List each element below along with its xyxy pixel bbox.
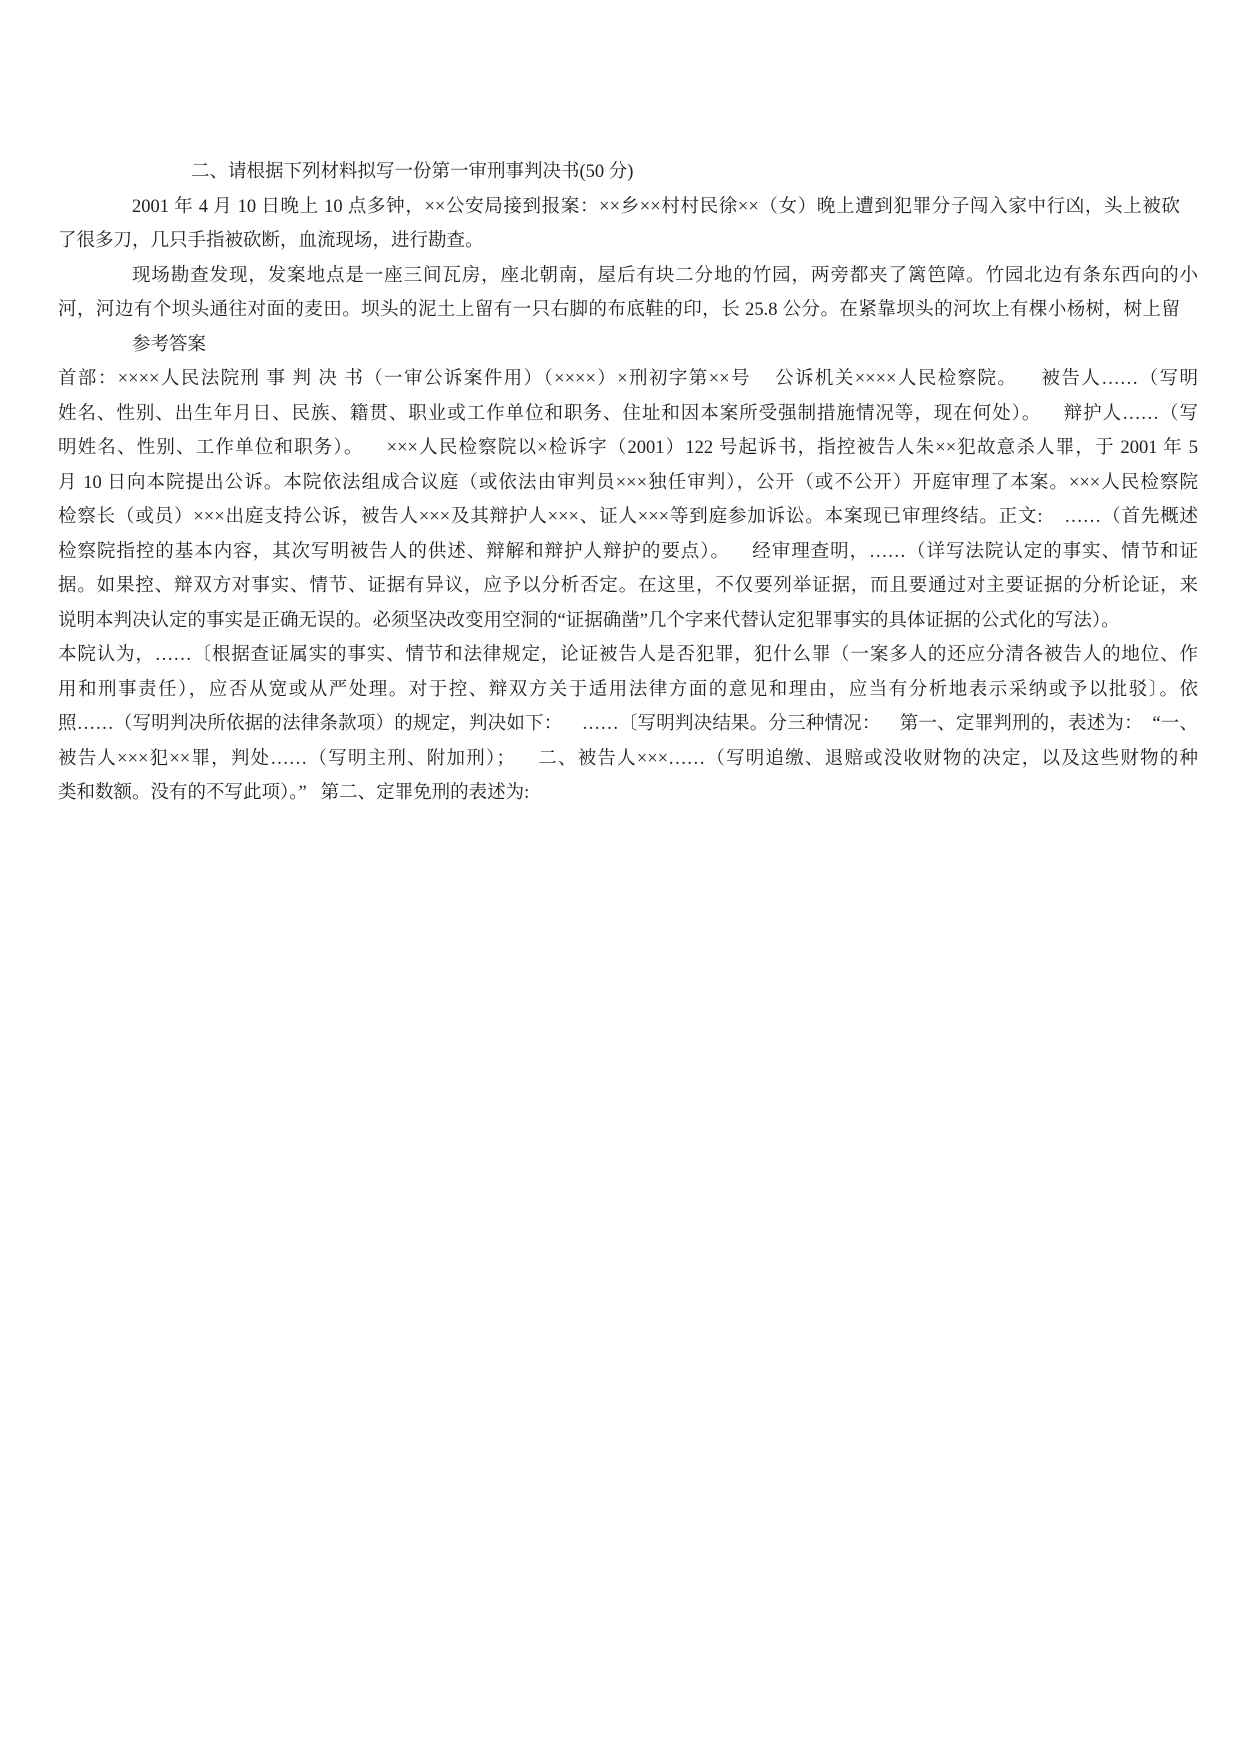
answer-heading: 参考答案 bbox=[132, 334, 207, 355]
answer-paragraph-1-line-2: 姓名、性别、出生年月日、民族、籍贯、职业或工作单位和职务、住址和因本案所受强制措施情况等，现在何处）。 辩护人……（写 bbox=[58, 403, 1198, 424]
answer-paragraph-1-line-8: 说明本判决认定的事实是正确无误的。必须坚决改变用空洞的“证据确凿”几个字来代替认定犯罪事实的具体证据的公式化的写法）。 bbox=[58, 610, 1120, 631]
material-paragraph-2-line-2: 河，河边有个坝头通往对面的麦田。坝头的泥土上留有一只右脚的布底鞋的印，长 25.8 公分。在紧靠坝头的河坎上有棵小杨树，树上留 bbox=[58, 300, 1180, 320]
answer-paragraph-2-line-3: 照……（写明判决所依据的法律条款项）的规定，判决如下： ……〔写明判决结果。分三种情况： 第一、定罪判刑的，表述为： “一、 bbox=[58, 714, 1198, 734]
answer-paragraph-2-line-4: 被告人×××犯××罪，判处……（写明主刑、附加刑）； 二、被告人×××……（写明追缴、退赔或没收财物的决定，以及这些财物的种 bbox=[58, 748, 1198, 769]
answer-paragraph-1-line-1: 首部：××××人民法院刑 事 判 决 书（一审公诉案件用）（××××）×刑初字第××号 公诉机关××××人民检察院。 被告人……（写明 bbox=[58, 369, 1198, 389]
answer-paragraph-1-line-4: 月 10 日向本院提出公诉。本院依法组成合议庭（或依法由审判员×××独任审判），公开（或不公开）开庭审理了本案。×××人民检察院 bbox=[58, 472, 1198, 493]
question-title: 二、请根据下列材料拟写一份第一审刑事判决书(50 分) bbox=[191, 162, 634, 182]
answer-paragraph-1-line-5: 检察长（或员）×××出庭支持公诉，被告人×××及其辩护人×××、证人×××等到庭参加诉讼。本案现已审理终结。正文: ……（首先概述 bbox=[58, 507, 1198, 527]
answer-paragraph-2-line-1: 本院认为，……〔根据查证属实的事实、情节和法律规定，论证被告人是否犯罪，犯什么罪（一案多人的还应分清各被告人的地位、作 bbox=[58, 645, 1198, 665]
material-paragraph-1-line-2: 了很多刀，几只手指被砍断，血流现场，进行勘查。 bbox=[58, 231, 484, 251]
answer-paragraph-1-line-3: 明姓名、性别、工作单位和职务）。 ×××人民检察院以×检诉字（2001）122 号起诉书，指控被告人朱××犯故意杀人罪，于 2001 年 5 bbox=[58, 438, 1198, 458]
material-paragraph-1-line-1: 2001 年 4 月 10 日晚上 10 点多钟，××公安局接到报案：××乡××村村民徐××（女）晚上遭到犯罪分子闯入家中行凶，头上被砍 bbox=[132, 196, 1180, 217]
answer-paragraph-2-line-5: 类和数额。没有的不写此项）。” 第二、定罪免刑的表述为: bbox=[58, 783, 530, 803]
answer-paragraph-1-line-7: 据。如果控、辩双方对事实、情节、证据有异议，应予以分析否定。在这里，不仅要列举证据，而且要通过对主要证据的分析论证，来 bbox=[58, 576, 1198, 596]
material-paragraph-2-line-1: 现场勘查发现，发案地点是一座三间瓦房，座北朝南，屋后有块二分地的竹园，两旁都夹了篱笆障。竹园北边有条东西向的小 bbox=[132, 265, 1198, 286]
answer-paragraph-2-line-2: 用和刑事责任），应否从宽或从严处理。对于控、辩双方关于适用法律方面的意见和理由，应当有分析地表示采纳或予以批驳〕。依 bbox=[58, 679, 1198, 700]
document-body bbox=[58, 155, 1198, 811]
answer-paragraph-1-line-6: 检察院指控的基本内容，其次写明被告人的供述、辩解和辩护人辩护的要点）。 经审理查明，……（详写法院认定的事实、情节和证 bbox=[58, 541, 1198, 562]
